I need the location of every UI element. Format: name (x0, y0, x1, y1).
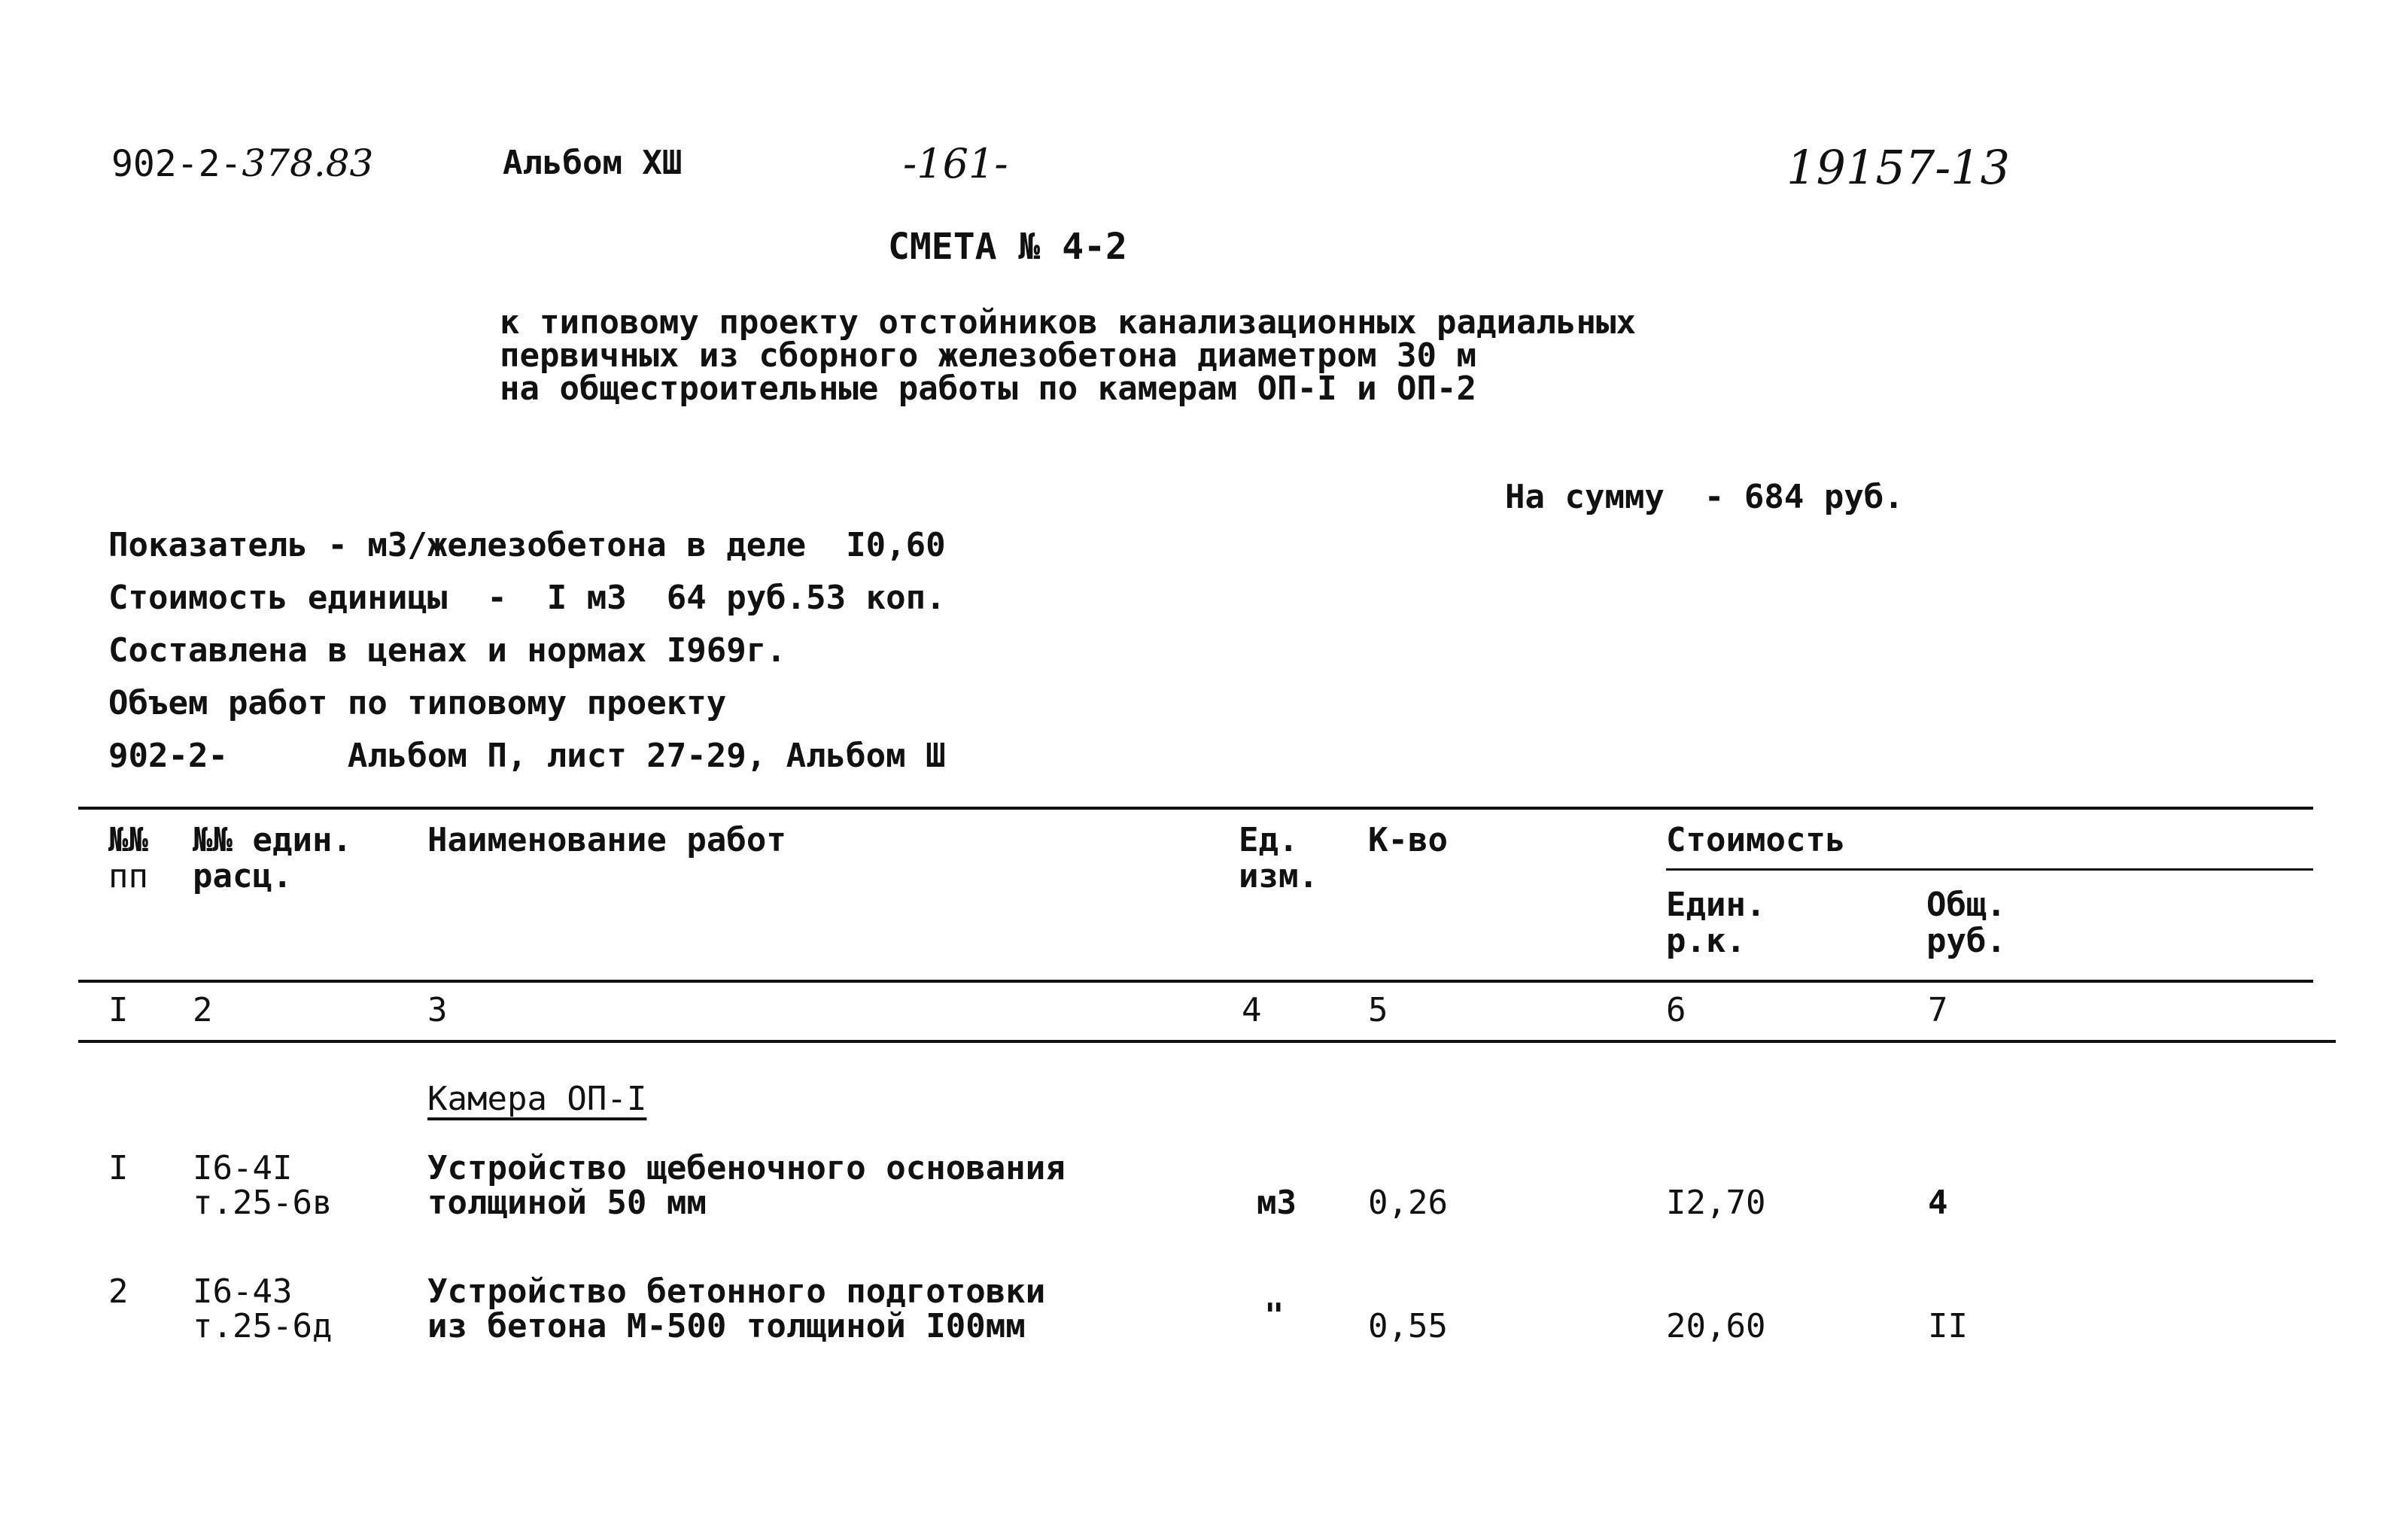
row-qty: 0,55 (1368, 1307, 1448, 1345)
row-total: 4 (1928, 1184, 1948, 1222)
col-number-6: 6 (1666, 991, 1686, 1029)
info-indicator: Показатель - м3/железобетона в деле I0,60 (108, 526, 946, 564)
header-c2-line2: расц. (193, 857, 293, 895)
row-code-line1: I6-4I (193, 1149, 293, 1187)
colnum-bottom-rule (78, 1040, 2336, 1043)
estimate-title: СМЕТА № 4-2 (888, 226, 1127, 268)
col-number-4: 4 (1242, 991, 1262, 1029)
row-name-line1: Устройство щебеночного основания (427, 1149, 1066, 1187)
archive-number: 19157-13 (1786, 140, 2011, 195)
row-number: I (108, 1149, 129, 1187)
subtitle-line-2: первичных из сборного железобетона диаметром 30 м (500, 336, 1477, 375)
header-c4-line2: изм. (1239, 857, 1318, 895)
header-c3: Наименование работ (427, 821, 786, 859)
row-unit-cost: 20,60 (1666, 1307, 1766, 1345)
album-label: Альбом XШ (503, 144, 683, 182)
row-name-line2: толщиной 50 мм (427, 1184, 707, 1222)
info-unit-cost: Стоимость единицы - I м3 64 руб.53 коп. (108, 579, 946, 617)
total-sum: На сумму - 684 руб. (1505, 478, 1904, 516)
page-number: -161- (903, 140, 1008, 187)
doc-code-printed: 902-2- (111, 143, 242, 185)
table-top-rule (78, 807, 2313, 810)
header-c5: К-во (1368, 821, 1448, 859)
row-name-line2: из бетона М-500 толщиной I00мм (427, 1307, 1026, 1345)
subtitle-line-3: на общестроительные работы по камерам ОП-I и ОП-2 (500, 369, 1477, 408)
header-c6-line2: р.к. (1666, 922, 1746, 960)
info-reference: 902-2- Альбом П, лист 27-29, Альбом Ш (108, 737, 946, 775)
header-c2-line1: №№ един. (193, 821, 352, 859)
row-code-line2: т.25-6в (193, 1184, 333, 1222)
header-c1-line2: пп (108, 857, 148, 895)
cost-subheader-rule (1666, 868, 2313, 871)
row-unit: " (1264, 1296, 1285, 1335)
row-code-line1: I6-43 (193, 1272, 293, 1311)
subtitle-line-1: к типовому проекту отстойников канализационных радиальных (500, 303, 1636, 342)
row-qty: 0,26 (1368, 1184, 1448, 1222)
header-c4-line1: Ед. (1239, 821, 1299, 859)
col-number-7: 7 (1928, 991, 1948, 1029)
header-c1-line1: №№ (108, 821, 148, 859)
col-number-2: 2 (193, 991, 213, 1029)
row-total: II (1928, 1307, 1968, 1345)
col-number-1: I (108, 991, 129, 1029)
col-number-5: 5 (1368, 991, 1388, 1029)
row-name-line1: Устройство бетонного подготовки (427, 1272, 1046, 1311)
row-unit: м3 (1257, 1184, 1297, 1222)
row-code-line2: т.25-6д (193, 1307, 333, 1345)
header-c6-line1: Един. (1666, 886, 1766, 924)
row-unit-cost: I2,70 (1666, 1184, 1766, 1222)
header-cost: Стоимость (1666, 821, 1846, 859)
doc-code (111, 141, 374, 185)
header-bottom-rule (78, 980, 2313, 983)
section-heading: Камера ОП-I (427, 1080, 647, 1118)
header-c7-line2: руб. (1926, 922, 2006, 960)
header-c7-line1: Общ. (1926, 886, 2006, 924)
row-number: 2 (108, 1272, 129, 1311)
doc-code-handwritten: 378.83 (242, 141, 374, 185)
info-scope: Объем работ по типовому проекту (108, 684, 727, 722)
info-prices: Составлена в ценах и нормах I969г. (108, 631, 786, 670)
col-number-3: 3 (427, 991, 448, 1029)
